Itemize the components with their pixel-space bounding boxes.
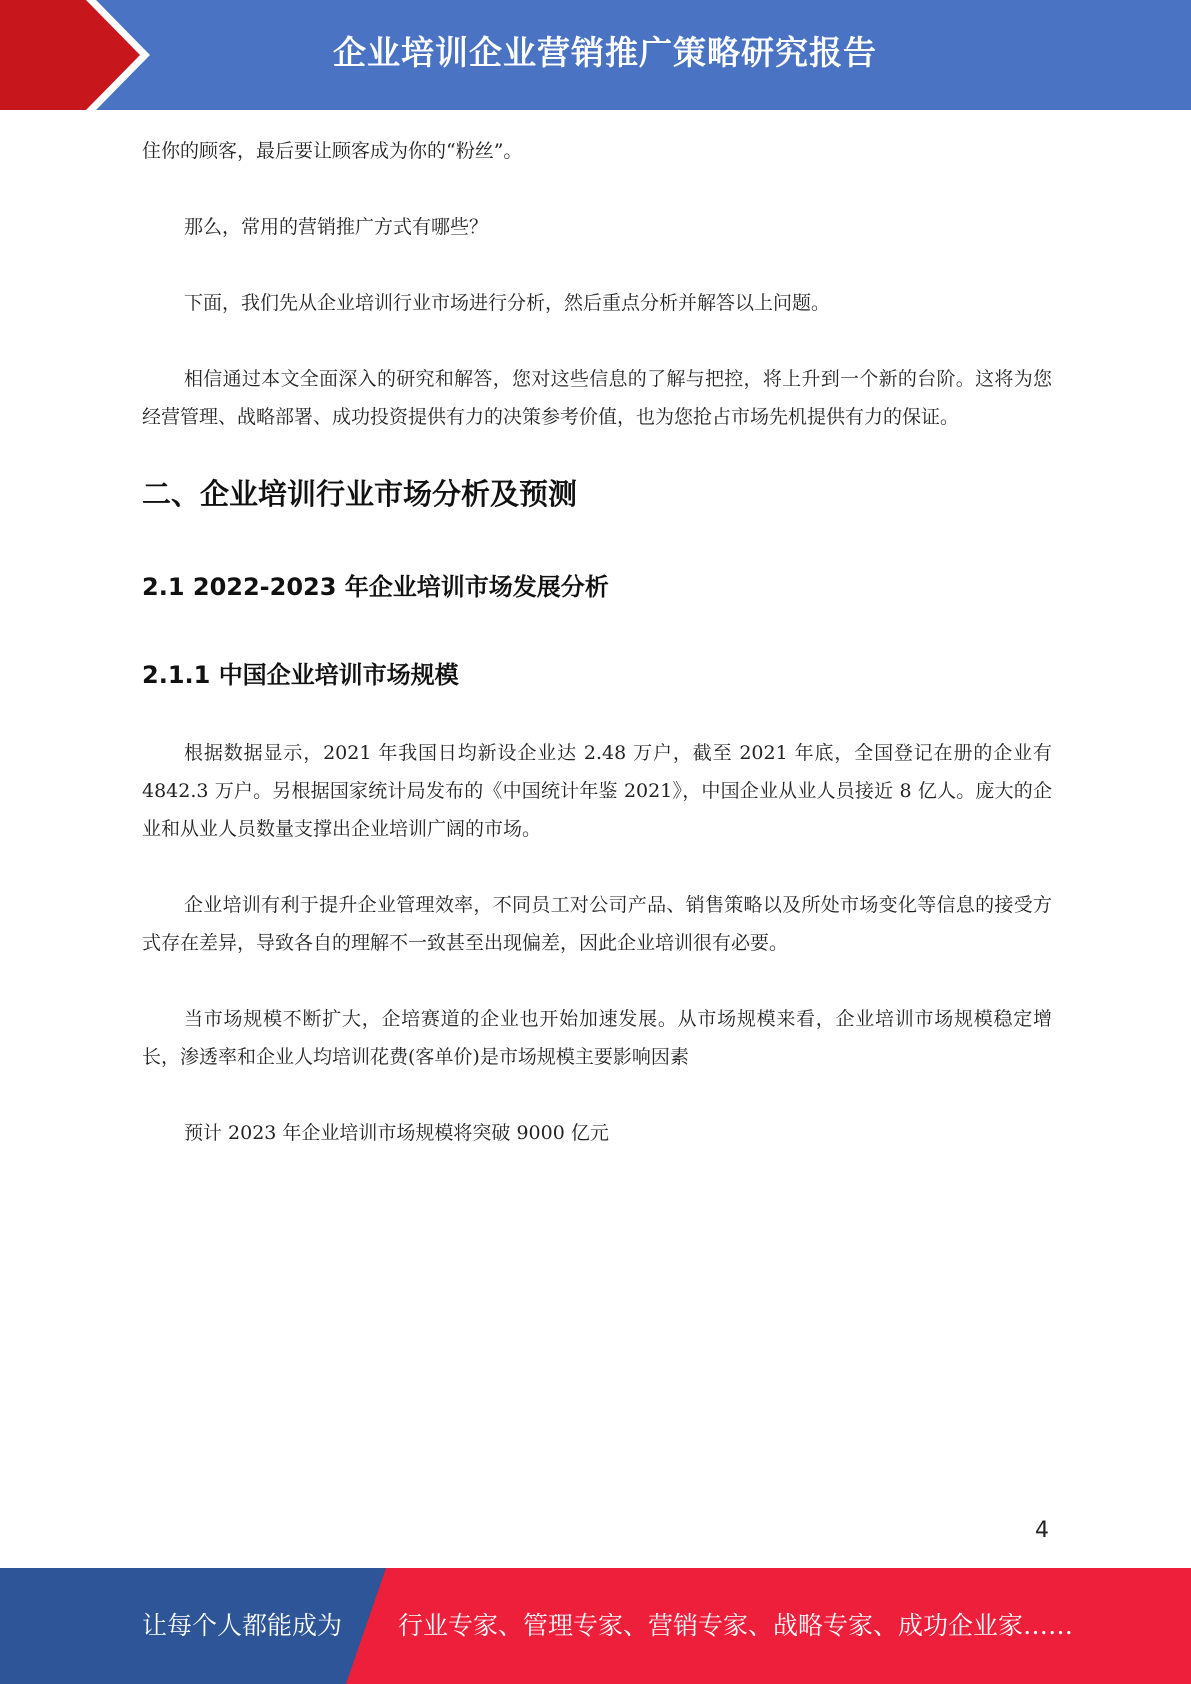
report-title: 企业培训企业营销推广策略研究报告	[333, 33, 877, 72]
footer-banner	[0, 1568, 1191, 1684]
subsubsection-heading: 2.1.1 中国企业培训市场规模	[142, 661, 459, 689]
paragraph-question: 那么，常用的营销推广方式有哪些？	[184, 216, 489, 238]
paragraph-growth: 当市场规模不断扩大，企培赛道的企业也开始加速发展。从市场规模来看，企业培训市场规模稳定增长，渗透率和企业人均培训花费(客单价)是市场规模主要影响因素	[142, 1008, 1052, 1068]
page-body	[142, 132, 1052, 1190]
header-arrow-decoration	[0, 0, 140, 110]
subsection-heading: 2.1 2022-2023 年企业培训市场发展分析	[142, 573, 609, 601]
header-banner	[0, 0, 1191, 110]
paragraph-data: 根据数据显示，2021 年我国日均新设企业达 2.48 万户，截至 2021 年底，全国登记在册的企业有 4842.3 万户。另根据国家统计局发布的《中国统计年鉴 2021》，中国企业从业人员接近 8 亿人。庞大的企业和从业人员数量支撑出企业培训广阔的市场。	[142, 742, 1052, 840]
paragraph-forecast: 预计 2023 年企业培训市场规模将突破 9000 亿元	[184, 1122, 609, 1144]
footer-slogan-left: 让每个人都能成为	[142, 1611, 343, 1640]
paragraph-intro: 下面，我们先从企业培训行业市场进行分析，然后重点分析并解答以上问题。	[184, 292, 831, 314]
page-number: 4	[1035, 1518, 1049, 1543]
section-heading: 二、企业培训行业市场分析及预测	[142, 477, 578, 511]
paragraph-benefit: 企业培训有利于提升企业管理效率，不同员工对公司产品、销售策略以及所处市场变化等信息的接受方式存在差异，导致各自的理解不一致甚至出现偏差，因此企业培训很有必要。	[142, 894, 1052, 954]
paragraph-belief: 相信通过本文全面深入的研究和解答，您对这些信息的了解与把控，将上升到一个新的台阶。这将为您经营管理、战略部署、成功投资提供有力的决策参考价值，也为您抢占市场先机提供有力的保证。	[142, 368, 1052, 428]
paragraph-continued: 住你的顾客，最后要让顾客成为你的“粉丝”。	[142, 140, 523, 162]
footer-slogan-right: 行业专家、管理专家、营销专家、战略专家、成功企业家……	[398, 1611, 1074, 1640]
